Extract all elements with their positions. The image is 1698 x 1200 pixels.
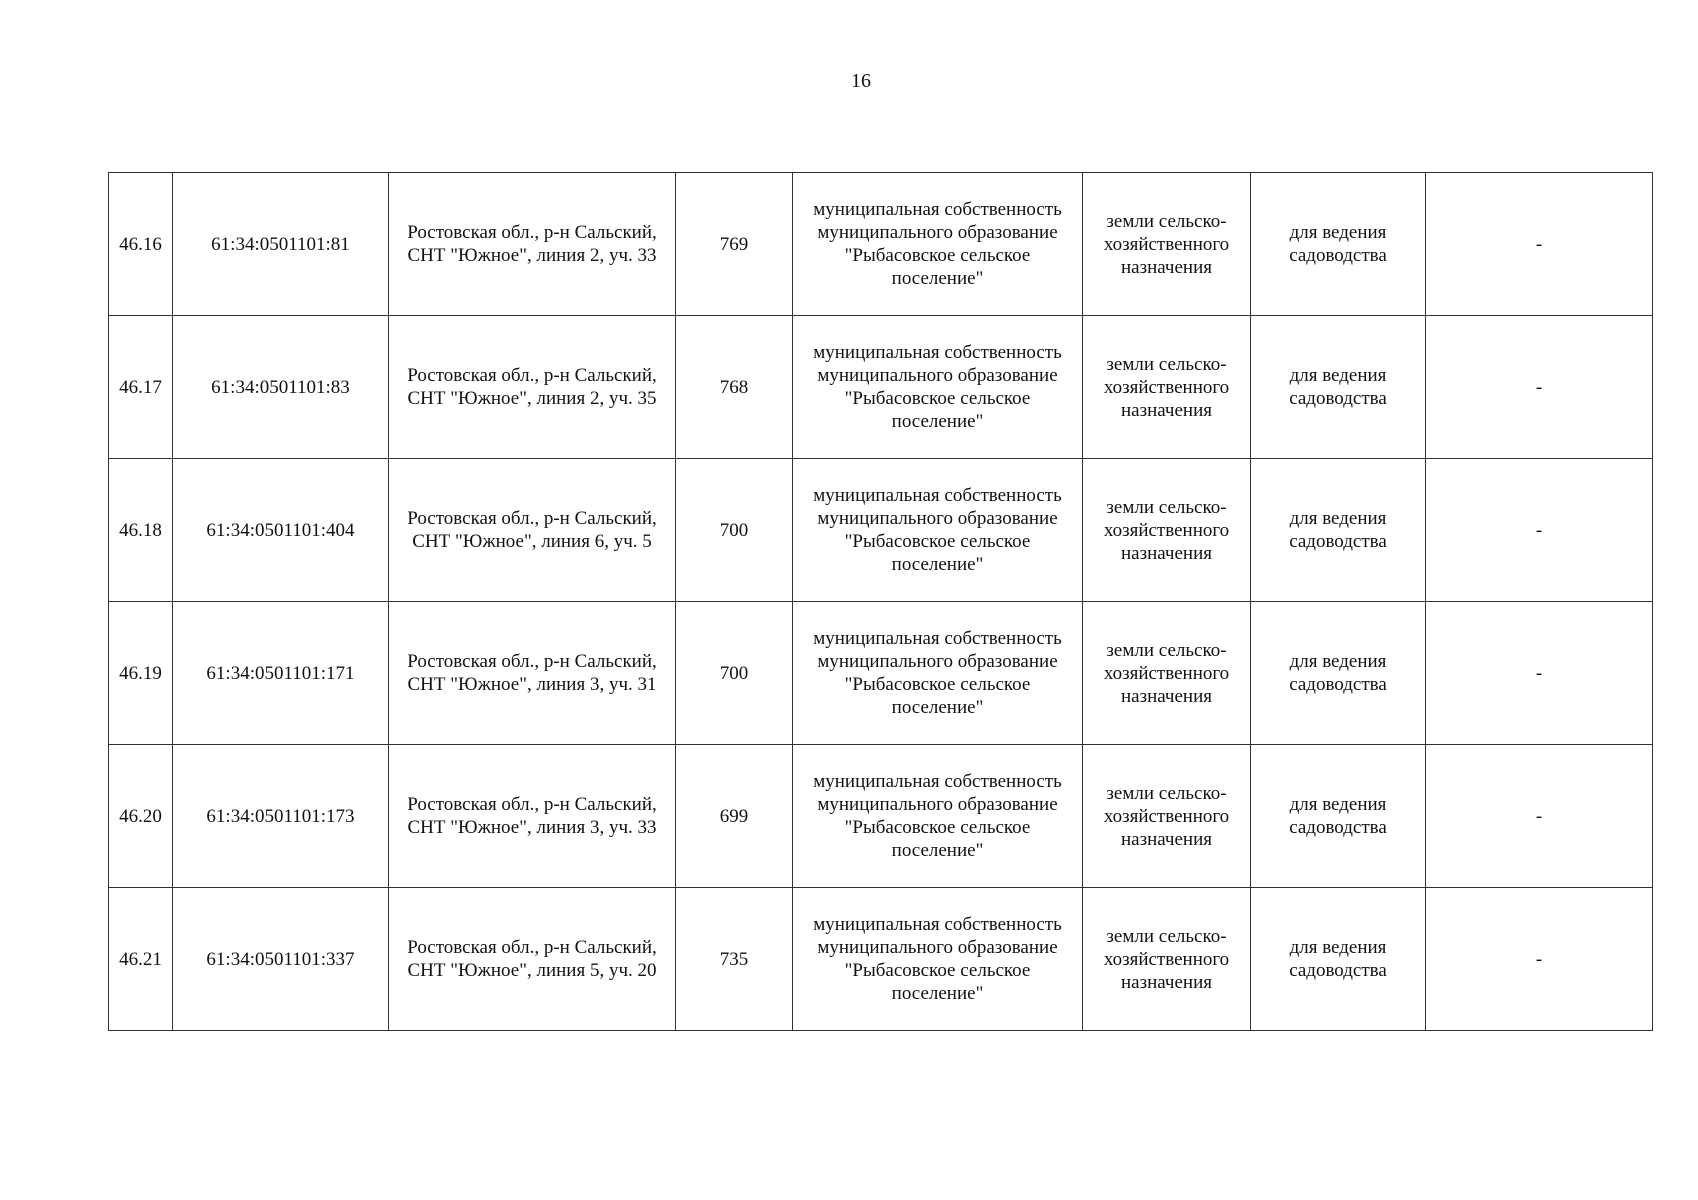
land-plots-table <box>108 172 1653 1031</box>
permitted-use-line: садоводства <box>1289 960 1387 981</box>
note-cell: - <box>1426 316 1653 459</box>
address-line: СНТ "Южное", линия 2, уч. 35 <box>407 388 657 409</box>
land-category-line: хозяйственного <box>1103 948 1230 970</box>
ownership-line: поселение" <box>891 411 984 432</box>
cadastral-number-cell: 61:34:0501101:404 <box>173 459 389 602</box>
table-row <box>109 888 1653 1031</box>
cadastral-number-cell: 61:34:0501101:171 <box>173 602 389 745</box>
address-line: СНТ "Южное", линия 5, уч. 20 <box>407 960 657 981</box>
land-category-cell <box>1083 316 1251 459</box>
ownership-cell <box>793 745 1083 888</box>
ownership-line: поселение" <box>891 554 984 575</box>
area-cell: 700 <box>676 602 793 745</box>
address-line: СНТ "Южное", линия 6, уч. 5 <box>412 531 652 552</box>
permitted-use-cell <box>1251 888 1426 1031</box>
ownership-cell <box>793 888 1083 1031</box>
ownership-line: муниципального образование <box>817 794 1058 815</box>
table-row <box>109 316 1653 459</box>
area-cell: 768 <box>676 316 793 459</box>
permitted-use-line: для ведения <box>1289 222 1387 243</box>
permitted-use-cell <box>1251 459 1426 602</box>
ownership-line: муниципальная собственность <box>813 628 1062 649</box>
ownership-line: муниципального образование <box>817 508 1058 529</box>
cadastral-number-cell: 61:34:0501101:83 <box>173 316 389 459</box>
land-category-cell <box>1083 745 1251 888</box>
ownership-line: поселение" <box>891 268 984 289</box>
permitted-use-cell <box>1251 316 1426 459</box>
area-cell: 700 <box>676 459 793 602</box>
permitted-use-line: садоводства <box>1289 531 1387 552</box>
land-category-line: земли сельско- <box>1106 639 1227 661</box>
permitted-use-cell <box>1251 745 1426 888</box>
row-number-cell: 46.21 <box>109 888 173 1031</box>
cadastral-number-cell: 61:34:0501101:337 <box>173 888 389 1031</box>
area-cell: 769 <box>676 173 793 316</box>
address-line: СНТ "Южное", линия 3, уч. 31 <box>407 674 657 695</box>
address-cell <box>389 459 676 602</box>
land-category-line: назначения <box>1120 971 1212 993</box>
land-category-cell <box>1083 888 1251 1031</box>
permitted-use-line: садоводства <box>1289 674 1387 695</box>
land-category-line: назначения <box>1120 399 1212 421</box>
table-body <box>109 173 1653 1031</box>
ownership-line: муниципального образование <box>817 365 1058 386</box>
note-cell: - <box>1426 173 1653 316</box>
note-cell: - <box>1426 888 1653 1031</box>
address-line: Ростовская обл., р-н Сальский, <box>407 365 657 386</box>
address-line: Ростовская обл., р-н Сальский, <box>407 508 657 529</box>
address-line: СНТ "Южное", линия 3, уч. 33 <box>407 817 657 838</box>
land-category-line: хозяйственного <box>1103 519 1230 541</box>
ownership-line: муниципального образование <box>817 651 1058 672</box>
permitted-use-line: садоводства <box>1289 817 1387 838</box>
page-number: 16 <box>851 70 871 92</box>
ownership-cell <box>793 459 1083 602</box>
table-row <box>109 745 1653 888</box>
permitted-use-line: для ведения <box>1289 365 1387 386</box>
land-category-line: земли сельско- <box>1106 496 1227 518</box>
land-category-line: назначения <box>1120 542 1212 564</box>
ownership-line: муниципальная собственность <box>813 771 1062 792</box>
permitted-use-line: садоводства <box>1289 388 1387 409</box>
land-category-line: земли сельско- <box>1106 925 1227 947</box>
permitted-use-line: для ведения <box>1289 794 1387 815</box>
address-line: СНТ "Южное", линия 2, уч. 33 <box>407 245 657 266</box>
land-category-line: назначения <box>1120 256 1212 278</box>
area-cell: 699 <box>676 745 793 888</box>
ownership-line: "Рыбасовское сельское <box>844 245 1031 266</box>
note-cell: - <box>1426 745 1653 888</box>
permitted-use-cell <box>1251 173 1426 316</box>
row-number-cell: 46.20 <box>109 745 173 888</box>
land-category-cell <box>1083 459 1251 602</box>
ownership-line: "Рыбасовское сельское <box>844 674 1031 695</box>
address-cell <box>389 173 676 316</box>
address-cell <box>389 602 676 745</box>
ownership-line: муниципальная собственность <box>813 342 1062 363</box>
address-line: Ростовская обл., р-н Сальский, <box>407 794 657 815</box>
ownership-cell <box>793 602 1083 745</box>
land-category-line: хозяйственного <box>1103 233 1230 255</box>
permitted-use-cell <box>1251 602 1426 745</box>
cadastral-number-cell: 61:34:0501101:173 <box>173 745 389 888</box>
land-category-line: земли сельско- <box>1106 782 1227 804</box>
ownership-line: муниципальная собственность <box>813 914 1062 935</box>
ownership-cell <box>793 173 1083 316</box>
permitted-use-line: для ведения <box>1289 651 1387 672</box>
table-row <box>109 602 1653 745</box>
ownership-cell <box>793 316 1083 459</box>
ownership-line: "Рыбасовское сельское <box>844 817 1031 838</box>
address-line: Ростовская обл., р-н Сальский, <box>407 222 657 243</box>
row-number-cell: 46.16 <box>109 173 173 316</box>
land-category-line: назначения <box>1120 685 1212 707</box>
table-row <box>109 459 1653 602</box>
ownership-line: муниципального образование <box>817 222 1058 243</box>
address-line: Ростовская обл., р-н Сальский, <box>407 651 657 672</box>
land-category-line: земли сельско- <box>1106 210 1227 232</box>
ownership-line: муниципального образование <box>817 937 1058 958</box>
land-category-line: хозяйственного <box>1103 662 1230 684</box>
land-category-cell <box>1083 602 1251 745</box>
area-cell: 735 <box>676 888 793 1031</box>
land-category-line: земли сельско- <box>1106 353 1227 375</box>
row-number-cell: 46.17 <box>109 316 173 459</box>
cadastral-number-cell: 61:34:0501101:81 <box>173 173 389 316</box>
address-cell <box>389 316 676 459</box>
address-cell <box>389 745 676 888</box>
permitted-use-line: для ведения <box>1289 508 1387 529</box>
ownership-line: поселение" <box>891 983 984 1004</box>
permitted-use-line: для ведения <box>1289 937 1387 958</box>
land-category-cell <box>1083 173 1251 316</box>
land-category-line: хозяйственного <box>1103 805 1230 827</box>
row-number-cell: 46.18 <box>109 459 173 602</box>
note-cell: - <box>1426 602 1653 745</box>
note-cell: - <box>1426 459 1653 602</box>
ownership-line: "Рыбасовское сельское <box>844 960 1031 981</box>
ownership-line: поселение" <box>891 840 984 861</box>
ownership-line: муниципальная собственность <box>813 199 1062 220</box>
ownership-line: муниципальная собственность <box>813 485 1062 506</box>
ownership-line: "Рыбасовское сельское <box>844 388 1031 409</box>
land-category-line: хозяйственного <box>1103 376 1230 398</box>
ownership-line: поселение" <box>891 697 984 718</box>
table-row <box>109 173 1653 316</box>
row-number-cell: 46.19 <box>109 602 173 745</box>
ownership-line: "Рыбасовское сельское <box>844 531 1031 552</box>
permitted-use-line: садоводства <box>1289 245 1387 266</box>
land-category-line: назначения <box>1120 828 1212 850</box>
address-line: Ростовская обл., р-н Сальский, <box>407 937 657 958</box>
address-cell <box>389 888 676 1031</box>
